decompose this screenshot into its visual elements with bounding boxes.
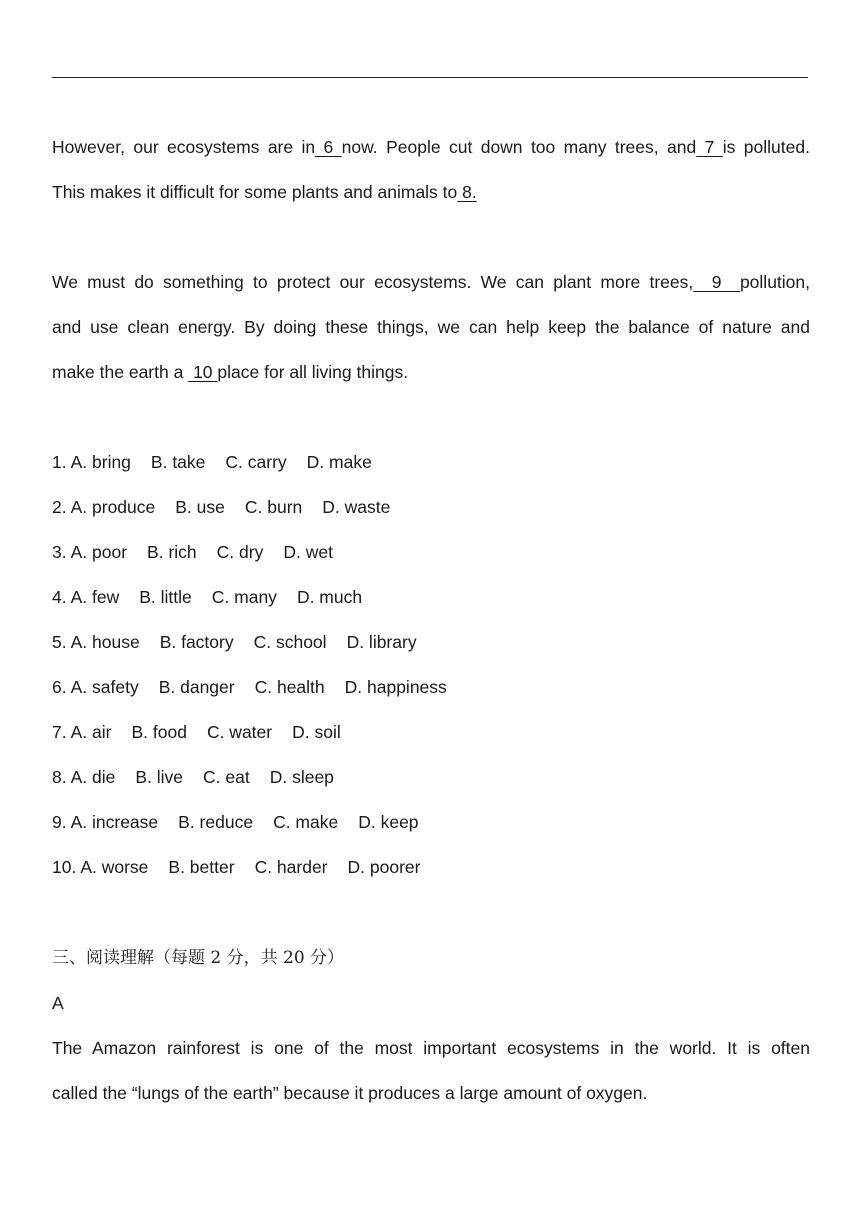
section-heading: 三、阅读理解（每题 2 分，共 20 分） bbox=[52, 948, 345, 968]
question-number: 3. bbox=[52, 542, 67, 562]
question-option: A. increase bbox=[70, 812, 159, 832]
question-option: D. make bbox=[306, 452, 372, 472]
passage-text: place for all living things. bbox=[217, 362, 409, 382]
question-option: A. house bbox=[70, 632, 140, 652]
question-option: D. much bbox=[296, 587, 363, 607]
question-option: A. few bbox=[70, 587, 120, 607]
question-option: B. better bbox=[168, 857, 235, 877]
question-option: B. danger bbox=[158, 677, 235, 697]
question-option: D. poorer bbox=[347, 857, 421, 877]
header-rule bbox=[52, 77, 808, 78]
question-option: B. use bbox=[175, 497, 225, 517]
question-option: C. health bbox=[254, 677, 325, 697]
question-number: 10. bbox=[52, 857, 77, 877]
question-option: B. food bbox=[131, 722, 187, 742]
question-option: C. school bbox=[253, 632, 327, 652]
question-option: C. eat bbox=[203, 767, 250, 787]
question-option: D. soil bbox=[292, 722, 341, 742]
passage-text: We must do something to protect our ecosystems. We can plant more trees, bbox=[52, 272, 694, 292]
question-option: A. safety bbox=[70, 677, 139, 697]
passage-line bbox=[52, 270, 810, 294]
question-row bbox=[52, 765, 810, 789]
passage-line bbox=[52, 180, 810, 204]
blank-10: 10 bbox=[188, 362, 218, 382]
question-row bbox=[52, 675, 810, 699]
question-option: C. dry bbox=[216, 542, 264, 562]
question-row bbox=[52, 450, 810, 474]
blank-6: 6 bbox=[315, 137, 342, 157]
blank-8: 8. bbox=[457, 182, 477, 202]
passage-label: A bbox=[52, 993, 64, 1013]
question-row bbox=[52, 495, 810, 519]
question-option: C. burn bbox=[244, 497, 303, 517]
passage-line bbox=[52, 360, 810, 384]
question-row bbox=[52, 855, 810, 879]
question-option: A. produce bbox=[70, 497, 156, 517]
question-option: A. die bbox=[70, 767, 116, 787]
question-option: D. waste bbox=[322, 497, 391, 517]
question-number: 6. bbox=[52, 677, 67, 697]
question-option: A. bring bbox=[70, 452, 131, 472]
question-option: A. worse bbox=[80, 857, 149, 877]
reading-text: called the “lungs of the earth” because it produces a large amount of oxygen. bbox=[52, 1083, 648, 1103]
passage-text: However, our ecosystems are in bbox=[52, 137, 316, 157]
question-option: B. take bbox=[150, 452, 206, 472]
passage-text: pollution, bbox=[739, 272, 811, 292]
question-option: B. little bbox=[139, 587, 192, 607]
reading-line bbox=[52, 1036, 810, 1060]
question-option: C. make bbox=[273, 812, 339, 832]
passage-text: is polluted. bbox=[722, 137, 810, 157]
question-option: D. wet bbox=[283, 542, 333, 562]
question-option: C. water bbox=[206, 722, 273, 742]
question-number: 5. bbox=[52, 632, 67, 652]
reading-line bbox=[52, 1081, 810, 1105]
passage-text: and use clean energy. By doing these things, we can help keep the balance of nature and bbox=[52, 317, 810, 337]
passage-text: now. People cut down too many trees, and bbox=[341, 137, 697, 157]
question-row bbox=[52, 810, 810, 834]
question-row bbox=[52, 720, 810, 744]
question-option: D. happiness bbox=[344, 677, 447, 697]
question-row bbox=[52, 540, 810, 564]
question-number: 2. bbox=[52, 497, 67, 517]
question-number: 1. bbox=[52, 452, 67, 472]
question-option: D. library bbox=[346, 632, 417, 652]
question-option: C. many bbox=[211, 587, 277, 607]
question-option: B. factory bbox=[159, 632, 234, 652]
question-number: 8. bbox=[52, 767, 67, 787]
question-number: 7. bbox=[52, 722, 67, 742]
question-option: C. carry bbox=[225, 452, 287, 472]
question-option: B. reduce bbox=[178, 812, 254, 832]
blank-7: 7 bbox=[696, 137, 723, 157]
question-row bbox=[52, 585, 810, 609]
passage-text: make the earth a bbox=[52, 362, 184, 382]
passage-text: This makes it difficult for some plants and animals to bbox=[52, 182, 458, 202]
question-option: D. sleep bbox=[269, 767, 334, 787]
reading-text: The Amazon rainforest is one of the most important ecosystems in the world. It is often bbox=[52, 1038, 810, 1058]
question-number: 9. bbox=[52, 812, 67, 832]
question-option: B. rich bbox=[147, 542, 197, 562]
blank-9: 9 bbox=[693, 272, 740, 292]
question-option: C. harder bbox=[254, 857, 328, 877]
passage-line bbox=[52, 135, 810, 159]
question-number: 4. bbox=[52, 587, 67, 607]
question-option: B. live bbox=[135, 767, 184, 787]
question-option: D. keep bbox=[358, 812, 419, 832]
question-option: A. poor bbox=[70, 542, 128, 562]
question-option: A. air bbox=[70, 722, 112, 742]
question-row bbox=[52, 630, 810, 654]
passage-line bbox=[52, 315, 810, 339]
